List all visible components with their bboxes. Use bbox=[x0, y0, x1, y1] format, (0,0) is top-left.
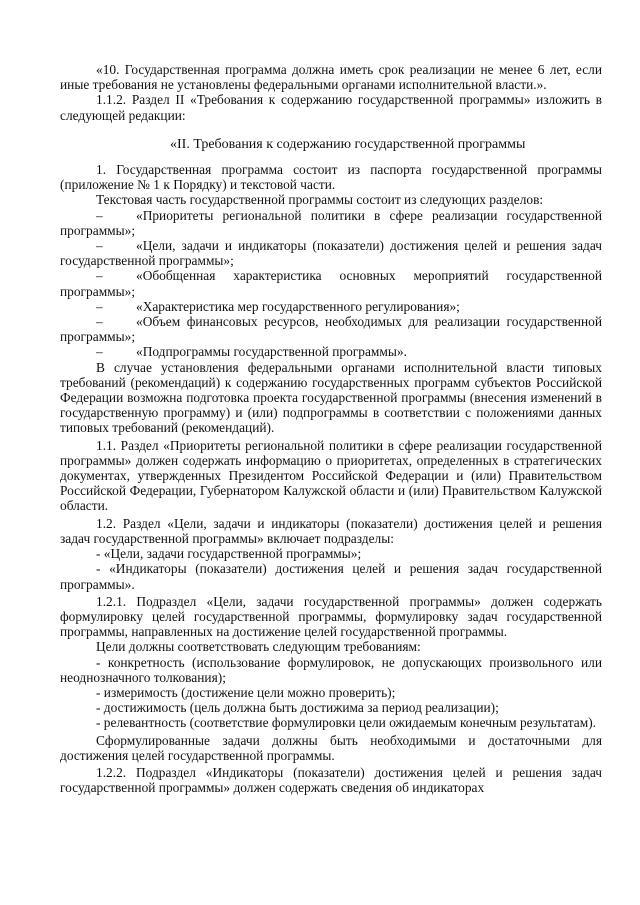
list-item-text: «Характеристика мер государственного регулирования»; bbox=[136, 298, 460, 314]
paragraph-1-2-2: 1.2.2. Подраздел «Индикаторы (показатели) достижения целей и решения задач государственной программы» должен содержать сведения об индикаторах bbox=[60, 764, 602, 796]
dash-marker: – bbox=[96, 344, 103, 360]
dash-marker: – bbox=[96, 314, 103, 330]
list-item-text: «Обобщенная характеристика основных мероприятий государственной программы»; bbox=[60, 268, 602, 299]
paragraph-1-1-2: 1.1.2. Раздел II «Требования к содержанию государственной программы» изложить в следующей редакции: bbox=[60, 92, 602, 123]
dash-marker: – bbox=[96, 268, 103, 284]
paragraph-goal-requirements: Цели должны соответствовать следующим требованиям: bbox=[96, 639, 421, 655]
section-heading: «II. Требования к содержанию государственной программы bbox=[170, 136, 526, 152]
paragraph-1-2: 1.2. Раздел «Цели, задачи и индикаторы (показатели) достижения целей и решения задач государственной программы» включает подразделы: bbox=[60, 515, 602, 546]
list-item bbox=[60, 299, 602, 314]
requirement-item: - релевантность (соответствие формулировки цели ожидаемым конечным результатам). bbox=[96, 715, 597, 731]
list-item-text: «Объем финансовых ресурсов, необходимых для реализации государственной программы»; bbox=[60, 314, 602, 345]
paragraph-sections-intro: Текстовая часть государственной программы состоит из следующих разделов: bbox=[96, 192, 544, 208]
requirement-item: - измеримость (достижение цели можно проверить); bbox=[96, 684, 396, 700]
paragraph-typical-requirements: В случае установления федеральными органами исполнительной власти типовых требований (рекомендаций) к содержанию государственных программ субъектов Российской Федерации возможна подготовка проекта государственной программы (внесения изменений в государственную программу) и (или) подпрограммы в соответствии с положениями данных типовых требований (рекомендаций). bbox=[60, 359, 602, 436]
dash-marker: – bbox=[96, 298, 103, 314]
dash-marker: – bbox=[96, 207, 103, 223]
list-item-text: «Цели, задачи и индикаторы (показатели) достижения целей и решения задач государственной программы»; bbox=[60, 238, 602, 269]
list-item bbox=[60, 208, 602, 238]
subsection-item: - «Индикаторы (показатели) достижения целей и решения задач государственной программы». bbox=[60, 561, 602, 592]
list-item bbox=[60, 238, 602, 268]
subsection-item: - «Цели, задачи государственной программы»; bbox=[96, 546, 362, 562]
paragraph-tasks: Сформулированные задачи должны быть необходимыми и достаточными для достижения целей государственной программы. bbox=[60, 732, 602, 763]
requirement-item: - конкретность (использование формулировок, не допускающих произвольного или неоднозначного толкования); bbox=[60, 654, 602, 685]
paragraph-1-1: 1.1. Раздел «Приоритеты региональной политики в сфере реализации государственной программы» должен содержать информацию о приоритетах, определенных в стратегических документах, утвержденных Президентом Российской Федерации и (или) Правительством Российской Федерации, Губернатором Калужской области и (или) Правительством Калужской области. bbox=[60, 437, 602, 514]
list-item-text: «Подпрограммы государственной программы». bbox=[136, 344, 407, 360]
list-item bbox=[60, 344, 602, 359]
dash-marker: – bbox=[96, 238, 103, 254]
list-item bbox=[60, 268, 602, 298]
requirement-item: - достижимость (цель должна быть достижима за период реализации); bbox=[96, 700, 499, 716]
paragraph-1-2-1: 1.2.1. Подраздел «Цели, задачи государственной программы» должен содержать формулировку целей государственной программы, формулировку задач государственной программы, направленных на достижение целей государственной программы. bbox=[60, 593, 602, 640]
list-item bbox=[60, 314, 602, 344]
paragraph-1: 1. Государственная программа состоит из паспорта государственной программы (приложение № 1 к Порядку) и текстовой части. bbox=[60, 162, 602, 193]
list-item-text: «Приоритеты региональной политики в сфере реализации государственной программы»; bbox=[60, 207, 602, 238]
paragraph-item10: «10. Государственная программа должна иметь срок реализации не менее 6 лет, если иные требования не установлены федеральными органами исполнительной власти.». bbox=[60, 62, 602, 93]
